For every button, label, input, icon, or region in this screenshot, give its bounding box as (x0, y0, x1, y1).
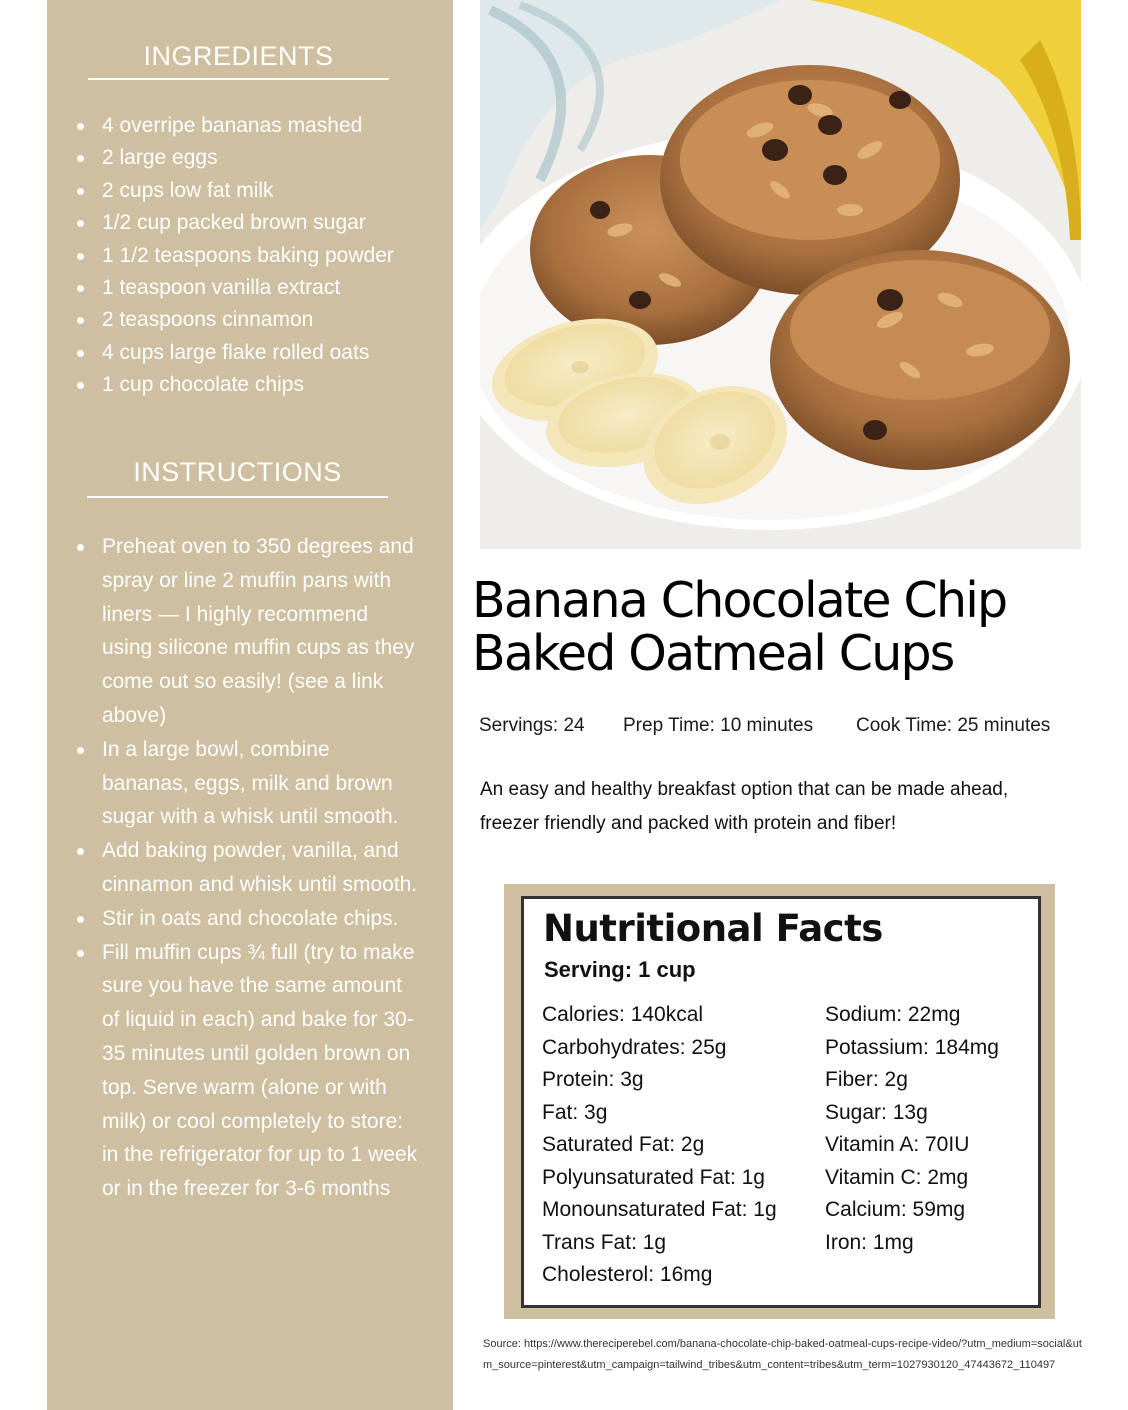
instruction-step: In a large bowl, combine bananas, eggs, milk and brown sugar with a whisk until smooth. (75, 733, 420, 834)
recipe-photo (480, 0, 1081, 549)
prep-time-text: Prep Time: 10 minutes (623, 715, 814, 736)
nutrition-right-column (825, 999, 999, 1259)
nutrient-item: Calcium: 59mg (825, 1198, 966, 1221)
recipe-title-line2: Baked Oatmeal Cups (472, 625, 954, 682)
nutrient-item: Sodium: 22mg (825, 1003, 961, 1026)
nutrient-item: Potassium: 184mg (825, 1035, 999, 1059)
nutrition-serving: Serving: 1 cup (544, 957, 696, 982)
ingredient-item: 1 1/2 teaspoons baking powder (75, 240, 394, 272)
cook-time-text: Cook Time: 25 minutes (856, 715, 1051, 736)
instructions-rule (87, 496, 388, 498)
nutrient-item: Trans Fat: 1g (542, 1230, 667, 1254)
ingredients-rule (88, 78, 389, 80)
source-citation: Source: https://www.thereciperebel.com/banana-chocolate-chip-baked-oatmeal-cups-recipe-video/?utm_medium=social&utm_source=pinterest&utm_campaign=tailwind_tribes&utm_content=tribes&utm_term=1027930120_47443672_110497 (483, 1338, 1082, 1371)
nutrient-item: Sugar: 13g (825, 1100, 928, 1124)
nutrient-item: Carbohydrates: 25g (542, 1035, 727, 1059)
ingredient-item: 2 large eggs (75, 142, 394, 174)
nutrition-left-column (542, 999, 777, 1292)
recipe-description: An easy and healthy breakfast option that can be made ahead, freezer friendly and packed with protein and fiber! (480, 779, 1009, 834)
ingredient-item: 4 overripe bananas mashed (75, 110, 394, 142)
ingredient-item: 1 cup chocolate chips (75, 369, 394, 401)
nutrient-item: Cholesterol: 16mg (542, 1263, 713, 1286)
instruction-step: Fill muffin cups ¾ full (try to make sure you have the same amount of liquid in each) and bake for 30-35 minutes until golden brown on top. Serve warm (alone or with milk) or cool completely to store: in the refrigerator for up to 1 week or in the freezer for 3-6 months (75, 936, 420, 1206)
nutrient-item: Monounsaturated Fat: 1g (542, 1198, 777, 1221)
instructions-list (75, 530, 420, 1206)
servings-text: Servings: 24 (479, 715, 585, 736)
instruction-step: Preheat oven to 350 degrees and spray or line 2 muffin pans with liners — I highly recommend using silicone muffin cups as they come out so easily! (see a link above) (75, 530, 420, 733)
nutrient-item: Iron: 1mg (825, 1230, 914, 1254)
instruction-step: Stir in oats and chocolate chips. (75, 902, 420, 936)
ingredients-heading: INGREDIENTS (143, 41, 334, 71)
nutrient-item: Fat: 3g (542, 1100, 608, 1124)
nutrient-item: Fiber: 2g (825, 1068, 908, 1091)
recipe-title (472, 574, 1112, 680)
instructions-heading: INSTRUCTIONS (133, 457, 342, 487)
ingredient-item: 2 cups low fat milk (75, 175, 394, 207)
ingredient-item: 1 teaspoon vanilla extract (75, 272, 394, 304)
nutrient-item: Saturated Fat: 2g (542, 1133, 705, 1156)
nutrient-item: Polyunsaturated Fat: 1g (542, 1165, 765, 1189)
nutrition-title: Nutritional Facts (543, 907, 883, 950)
nutrient-item: Vitamin A: 70IU (825, 1133, 970, 1156)
instruction-step: Add baking powder, vanilla, and cinnamon and whisk until smooth. (75, 834, 420, 902)
nutrient-item: Vitamin C: 2mg (825, 1165, 969, 1189)
ingredients-list (75, 110, 394, 402)
ingredient-item: 4 cups large flake rolled oats (75, 337, 394, 369)
ingredient-item: 1/2 cup packed brown sugar (75, 207, 394, 239)
ingredient-item: 2 teaspoons cinnamon (75, 304, 394, 336)
nutrient-item: Protein: 3g (542, 1068, 644, 1091)
oatmeal-cups-illustration (480, 0, 1081, 549)
recipe-title-line1: Banana Chocolate Chip (472, 572, 1007, 629)
nutrient-item: Calories: 140kcal (542, 1003, 704, 1026)
